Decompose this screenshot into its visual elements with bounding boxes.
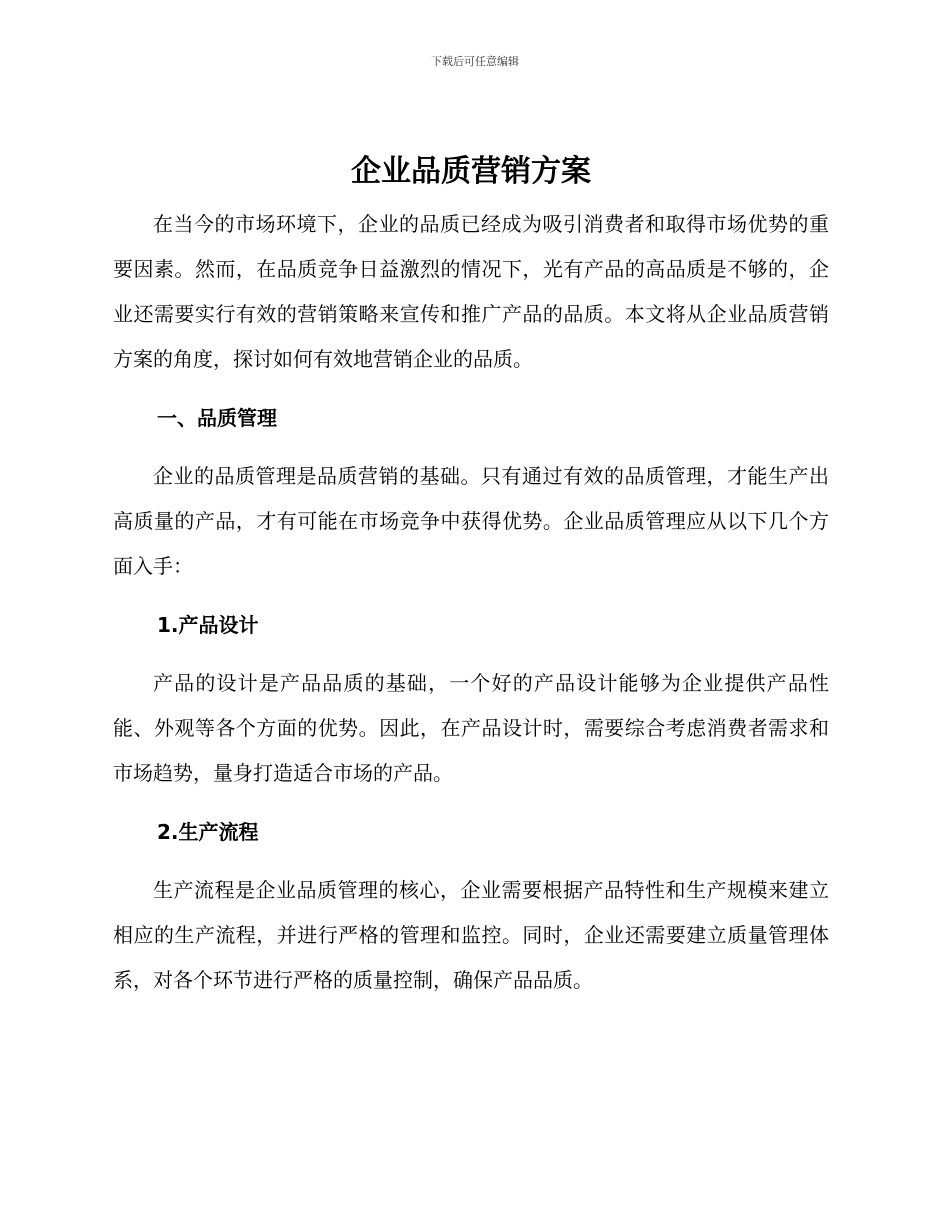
subsection-paragraph-production-process: 生产流程是企业品质管理的核心，企业需要根据产品特性和生产规模来建立相应的生产流程，并进行严格的管理和监控。同时，企业还需要建立质量管理体系，对各个环节进行严格的质量控制，确保产品品质。 [113, 878, 829, 992]
intro-paragraph: 在当今的市场环境下，企业的品质已经成为吸引消费者和取得市场优势的重要因素。然而，在品质竞争日益激烈的情况下，光有产品的高品质是不够的，企业还需要实行有效的营销策略来宣传和推广产品的品质。本文将从企业品质营销方案的角度，探讨如何有效地营销企业的品质。 [113, 212, 829, 371]
header-note: 下载后可任意编辑 [431, 55, 519, 68]
subsection-heading-production-process: 2.生产流程 [157, 820, 259, 844]
subsection-paragraph-product-design: 产品的设计是产品品质的基础，一个好的产品设计能够为企业提供产品性能、外观等各个方面的优势。因此，在产品设计时，需要综合考虑消费者需求和市场趋势，量身打造适合市场的产品。 [113, 671, 829, 785]
subsection-heading-product-design: 1.产品设计 [157, 613, 259, 637]
section-paragraph-quality-management: 企业的品质管理是品质营销的基础。只有通过有效的品质管理，才能生产出高质量的产品，才有可能在市场竞争中获得优势。企业品质管理应从以下几个方面入手： [113, 464, 829, 578]
section-heading-quality-management: 一、品质管理 [157, 406, 277, 430]
document-title: 企业品质营销方案 [351, 154, 591, 189]
document-body [113, 150, 829, 1003]
